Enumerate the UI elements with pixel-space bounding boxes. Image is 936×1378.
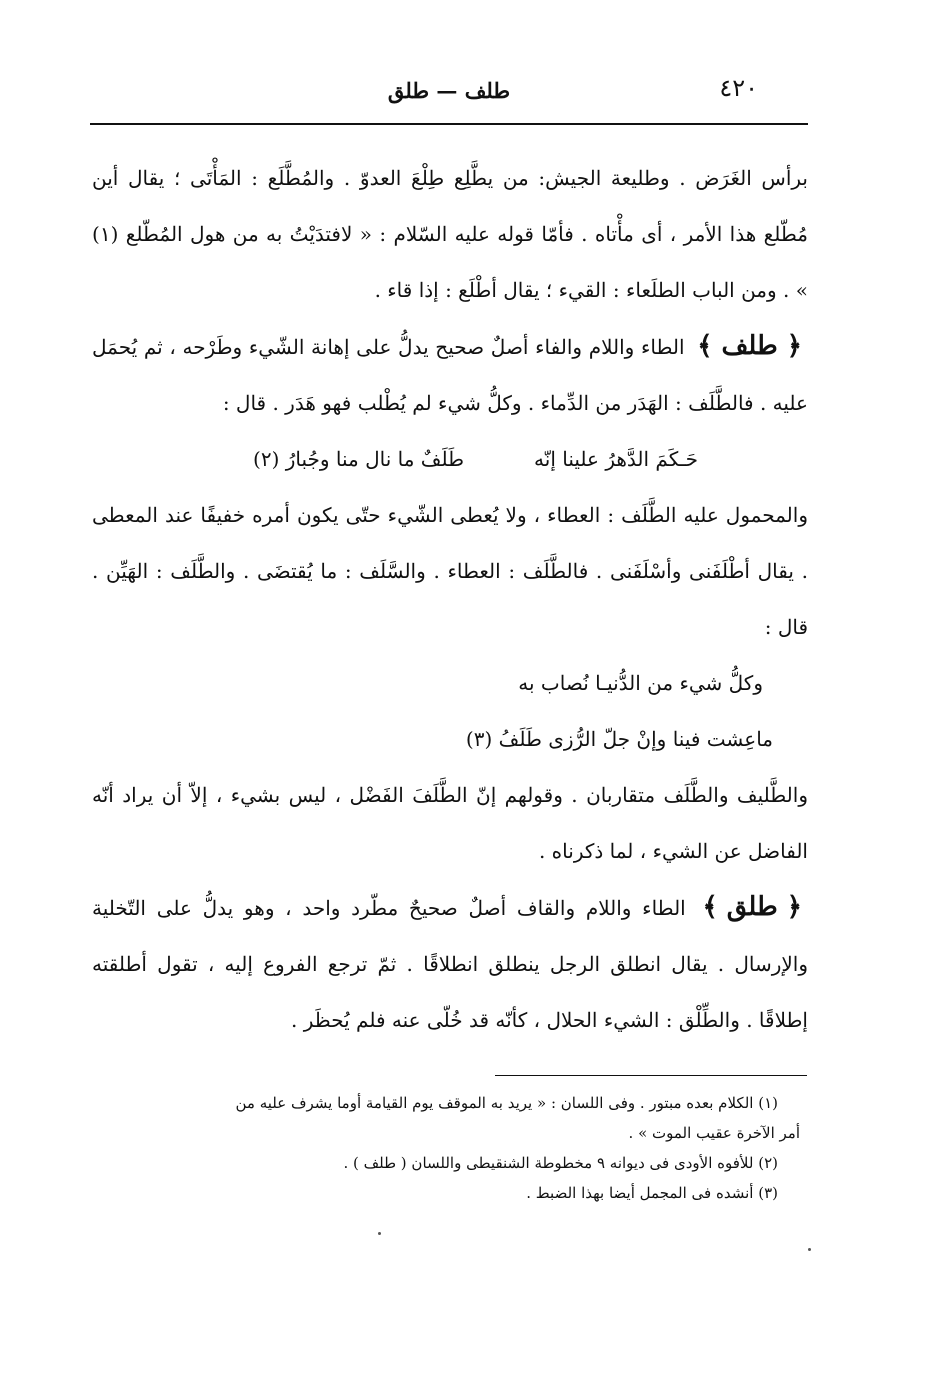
entry-text-talaf: الطاء واللام والفاء أصلٌ صحيح يدلُّ على إهانة الشّيء وطَرْحه ، ثم يُحمَل عليه . فالطَّلَف : الهَدَر من الدِّماء . وكلُّ شيء لم يُطْلب فهو هَدَر . قال :	[92, 335, 808, 415]
verse-2-second-hemistich: ماعِشت فينا وإنْ جلّ الرُّزى طَلَفُ (٣)	[465, 727, 773, 751]
verse-2-first-hemistich: وكلُّ شيء من الدُّنيـا نُصاب به	[518, 671, 763, 695]
footnote-1-continued: أمر الآخرة عقيب الموت » .	[628, 1124, 800, 1142]
footnote-2: (٢) للأفوه الأودى فى ديوانه ٩ مخطوطة الشنقيطى واللسان ( طلف ) .	[343, 1154, 778, 1172]
paragraph-1: برأس الغَرَض . وطليعة الجيش: من يطَّلِع طِلْعَ العدوّ . والمُطَّلَع : المَأْتَى ؛ يقال أين مُطّلع هذا الأمر ، أى مأْتاه . فأمّا قوله عليه السّلام : « لافتدَيْتُ به من هول المُطّلع (١) » . ومن الباب الطلَعاء : القيء ؛ يقال أطْلَع : إذا قاء .	[92, 166, 808, 302]
entry-heading-talaf: ﴿ طلف ﴾	[697, 331, 802, 361]
paragraph-3: والطَّليف والطَّلَف متقاربان . وقولهم إنّ الطَّلَفَ الفَضْل ، ليس بشيء ، إلاّ أن يراد أنّه الفاضل عن الشيء ، لما ذكرناه .	[92, 783, 808, 863]
speck-mark	[808, 1248, 811, 1251]
verse-1-second-hemistich: طَلَفٌ ما نال منا وجُبارُ (٢)	[253, 447, 465, 471]
page-header	[90, 72, 808, 116]
page-number: ٤٢٠	[719, 74, 758, 102]
verse-1-first-hemistich: حَـكَمَ الدَّهرُ علينا إنّه	[534, 447, 698, 471]
footnotes	[92, 1088, 808, 1208]
footnote-3: (٣) أنشده فى المجمل أيضا بهذا الضبط .	[526, 1184, 778, 1202]
speck-mark	[378, 1232, 381, 1235]
footnote-1: (١) الكلام بعده مبتور . وفى اللسان : « يريد به الموقف يوم القيامة أوما يشرف عليه من	[235, 1094, 778, 1112]
footnote-rule	[495, 1075, 807, 1076]
header-rule	[90, 123, 808, 125]
entry-text-talaq: الطاء واللام والقاف أصلٌ صحيحٌ مطّرد واحد ، وهو يدلُّ على التّخلية والإرسال . يقال انطلق الرجل ينطلق انطلاقًا . ثمّ ترجع الفروع إليه ، تقول أطلقته إطلاقًا . والطِّلْق : الشيء الحلال ، كأنّه قد خُلّى عنه فلم يُحظَر .	[92, 896, 808, 1032]
entry-talaq	[92, 879, 808, 1048]
verse-1	[92, 431, 808, 487]
entry-talaf	[92, 318, 808, 431]
entry-heading-talaq: ﴿ طلق ﴾	[702, 892, 803, 922]
main-text	[92, 150, 808, 1048]
running-head: طلف — طلق	[387, 78, 511, 103]
paragraph-2: والمحمول عليه الطَّلَف : العطاء ، ولا يُعطى الشّيء حتّى يكون أمره خفيفًا عند المعطى . يقال أطْلَفَنى وأسْلَفَنى . فالطَّلَف : العطاء . والسَّلَف : ما يُقتضَى . والطَّلَف : الهَيِّن . قال :	[92, 503, 808, 639]
